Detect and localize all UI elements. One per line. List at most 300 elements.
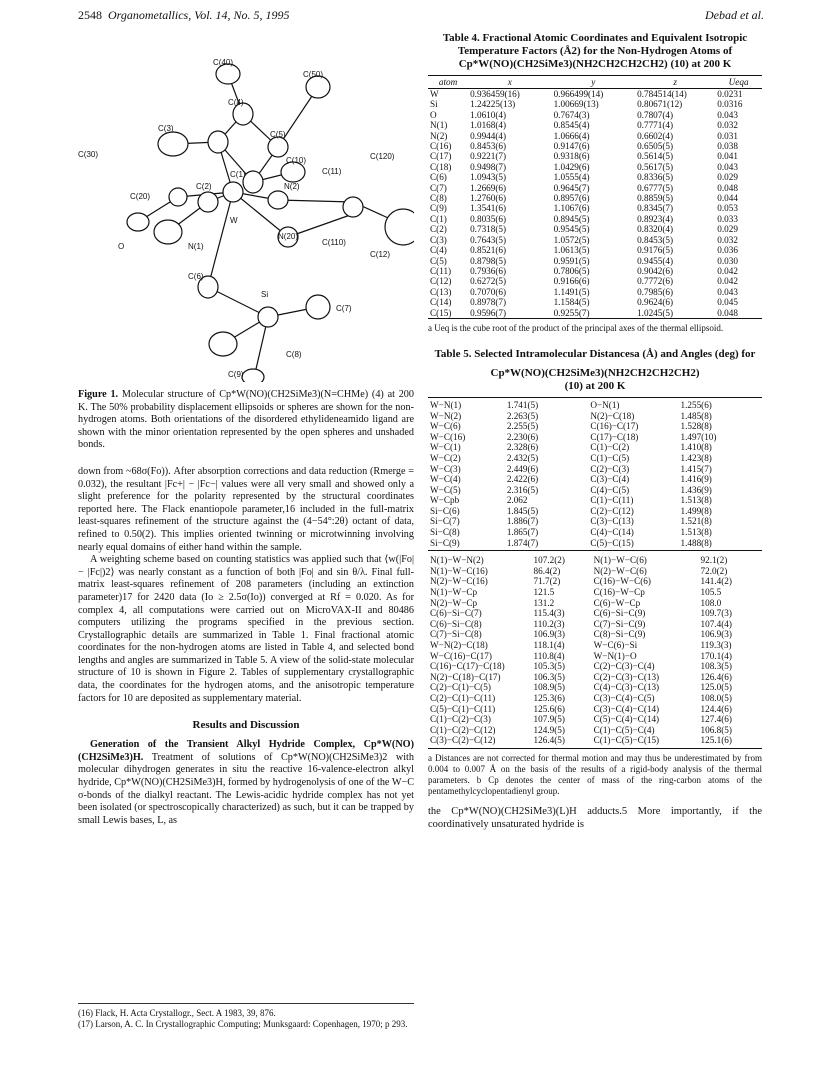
table4-row — [428, 214, 762, 224]
table5-angle-row — [428, 651, 762, 662]
table4-row-cell: 0.0231 — [717, 89, 743, 99]
table5-angle-row-cell: 141.4(2) — [700, 576, 732, 587]
table4-header: atom — [428, 76, 468, 89]
table5-angle-row — [428, 735, 762, 746]
table4-row-cell: 0.7807(4) — [637, 109, 674, 120]
table5-angle-row-cell: W−C(6)−Si — [593, 640, 638, 650]
table4-row-cell: 0.032 — [717, 120, 738, 131]
table4-row-cell: 0.8945(5) — [553, 213, 590, 224]
table5-angle-row-cell: C(1)−C(2)−C(3) — [430, 714, 491, 725]
table5-angle-row-cell: W−C(16)−C(17) — [430, 650, 492, 661]
table4-row-cell: 0.9944(4) — [470, 130, 507, 141]
table5-angle-row-cell: 108.3(5) — [700, 661, 732, 672]
table5-distance-row-cell: N(2)−C(18) — [590, 410, 635, 421]
table5-distance-row-cell: W−C(6) — [430, 421, 461, 432]
table4-row-cell: C(14) — [430, 297, 452, 308]
table4-row — [428, 120, 762, 130]
table4-row-cell: C(12) — [430, 276, 452, 287]
table5-angle-row-cell: 106.9(3) — [533, 629, 565, 640]
table4-row-cell: 0.053 — [717, 203, 738, 214]
table4-row-cell: 0.6505(5) — [637, 141, 674, 152]
table5-angle-row-cell: N(1)−W−C(6) — [593, 555, 647, 566]
page-header-left — [78, 8, 290, 23]
table4-row — [428, 256, 762, 266]
table5-distances-block — [428, 397, 762, 551]
table5-title-line: (10) at 200 K — [564, 379, 626, 392]
table5-distance-row-cell: C(4)−C(14) — [590, 527, 634, 538]
atom-label: N(2) — [284, 182, 300, 191]
table4-row-cell: 0.9596(7) — [470, 307, 507, 318]
table4-row-cell: 0.8798(5) — [470, 255, 507, 266]
table4-row-cell: 0.7936(6) — [470, 265, 507, 276]
table4-row-cell: C(4) — [430, 245, 447, 256]
table5-angle-row — [428, 629, 762, 640]
table5-angle-row-cell: 92.1(2) — [700, 555, 728, 566]
table5-angle-row-cell: C(1)−C(5)−C(15) — [593, 735, 660, 746]
table5-distance-row-cell: C(1)−C(11) — [590, 495, 634, 506]
atom-label: C(1) — [230, 170, 246, 179]
table4-row-cell: 0.6777(5) — [637, 182, 674, 193]
table4-row-cell: 1.0429(6) — [553, 161, 590, 172]
table5-angle-row-cell: 125.1(6) — [700, 735, 732, 746]
table4-row-cell: 0.6602(4) — [637, 130, 674, 141]
table4-row-cell: 0.7318(5) — [470, 224, 507, 235]
table4-title-line: Table 4. Fractional Atomic Coordinates and Equivalent Isotropic Temperature Factors (Å2) for the Non-Hydrogen Atoms of — [442, 32, 748, 57]
table4-row — [428, 297, 762, 307]
table5-angle-row — [428, 555, 762, 566]
table4-row — [428, 266, 762, 276]
table5-title — [428, 348, 762, 393]
table5-distance-row-cell: C(16)−C(17) — [590, 421, 639, 432]
table4-row-cell: 0.030 — [717, 255, 738, 266]
table5-distance-row-cell: 1.255(6) — [680, 399, 712, 410]
table4-header-row — [428, 76, 762, 89]
table5-angle-row-cell: 110.2(3) — [533, 618, 565, 629]
table4-row-cell: 0.7771(4) — [637, 120, 674, 131]
table5-angles — [428, 555, 762, 746]
reference: (17) Larson, A. C. In Crystallographic Computing; Munksgaard: Copenhagen, 1970; p 293. — [78, 1019, 408, 1029]
table5-angle-row-cell: C(2)−C(3)−C(4) — [593, 661, 655, 672]
atom-label: O — [118, 242, 125, 251]
table5-distance-row-cell: 2.316(5) — [506, 484, 539, 495]
table5-distance-row-cell: 2.062 — [506, 495, 528, 506]
table5-angle-row-cell: N(2)−W−C(6) — [593, 565, 647, 576]
table4-row-cell: 0.8320(4) — [637, 224, 674, 235]
table4-row-cell: 0.6272(5) — [470, 276, 507, 287]
table5-angle-row-cell: N(2)−C(18)−C(17) — [430, 671, 501, 682]
table5-angle-row-cell: W−N(1)−O — [593, 650, 637, 661]
table4-row-cell: 1.24225(13) — [470, 99, 516, 110]
atom-label: C(120) — [370, 152, 395, 161]
table5-distance-row-cell: W−C(2) — [430, 452, 461, 463]
table5-angle-row-cell: C(7)−Si−C(8) — [430, 629, 482, 640]
table5-angle-row-cell: 109.7(3) — [700, 608, 732, 619]
table4-row-cell: 0.9176(5) — [637, 245, 674, 256]
table4-row — [428, 203, 762, 213]
table4-row-cell: 0.8978(7) — [470, 297, 507, 308]
table4-row-cell: 1.00669(13) — [553, 99, 599, 110]
table4-row-cell: N(2) — [430, 130, 448, 141]
table4-row-cell: C(13) — [430, 286, 452, 297]
table5-distance-row — [428, 442, 762, 453]
paragraph: down from ~68σ(Fo)). After absorption corrections and data reduction (Rmerge = 0.032), the resultant |Fc+| − |Fc−| values were all very small and showed only a slight preference for the polarity represented by the structural coordinates reported here. The Flack enantiopole parameter,16 included in the full-matrix least-squares refinement of the structure against the (4−54°:2θ) octant of data, refined to 0.50(2). This implies oriented twinning or microtwinning involving nearly equal domains of either hand within the sample. — [78, 465, 414, 553]
atom-label: C(12) — [370, 250, 391, 259]
table4-row-cell: Si — [430, 99, 438, 110]
table5-distance-row-cell: 1.513(8) — [680, 495, 712, 506]
table5-distance-row-cell: 1.528(8) — [680, 421, 712, 432]
table5-distance-row — [428, 464, 762, 475]
table5-angle-row-cell: 131.2 — [533, 597, 555, 608]
table5-distance-row-cell: 2.255(5) — [506, 421, 539, 432]
atom-label: Si — [261, 290, 269, 299]
table5-angle-row-cell: 71.7(2) — [533, 576, 561, 587]
table5-distance-row-cell: W−C(1) — [430, 442, 461, 453]
table4-row-cell: 1.0943(5) — [470, 172, 507, 183]
table4-row-cell: 0.9042(6) — [637, 265, 674, 276]
table4-row-cell: 0.7070(6) — [470, 286, 507, 297]
table5-angle-row-cell: C(4)−C(3)−C(13) — [593, 682, 660, 693]
table5-distance-row-cell: Si−C(6) — [430, 505, 460, 516]
table4-row-cell: 1.1067(6) — [553, 203, 590, 214]
table4-row-cell: 0.8453(6) — [470, 141, 507, 152]
table4-row-cell: C(8) — [430, 193, 447, 204]
table4-row — [428, 151, 762, 161]
table5-angle-row-cell: C(16)−W−Cp — [593, 587, 645, 598]
paragraph-text: Treatment of solutions of Cp*W(NO)(CH2SiMe3)2 with molecular dihydrogen generates in situ the reactive 16-valence-electron alkyl hydride, Cp*W(NO)(CH2SiMe3)H, formed by hydrogenolysis of one of the W−C σ-bonds of the dialkyl reactant. The Lewis-acidic hydride complex has not yet been isolated (or spectroscopically characterized) as such, but it can be trapped by small Lewis bases, L, as — [78, 751, 414, 826]
table4-row-cell: C(3) — [430, 234, 447, 245]
table5-distance-row-cell: 1.423(8) — [680, 452, 712, 463]
table5-angle-row-cell: 126.4(6) — [700, 671, 732, 682]
table4-row-cell: 0.038 — [717, 141, 738, 152]
table5-angle-row-cell: 126.4(5) — [533, 735, 565, 746]
atom-label: C(4) — [228, 98, 244, 107]
table4-row-cell: 0.029 — [717, 224, 738, 235]
atom-label: C(10) — [286, 156, 307, 165]
table4-row — [428, 193, 762, 203]
table5-distance-row — [428, 453, 762, 464]
table4-row-cell: 0.784514(14) — [637, 89, 687, 99]
table4-row-cell: 0.8336(5) — [637, 172, 674, 183]
table5-angle-row-cell: C(1)−C(5)−C(4) — [593, 724, 655, 735]
table5-angle-row-cell: C(5)−C(1)−C(11) — [430, 703, 496, 714]
table4-row-cell: 1.0555(4) — [553, 172, 590, 183]
table5-angle-row-cell: 106.3(5) — [533, 671, 565, 682]
atom-label: C(5) — [270, 130, 286, 139]
table5-angle-row-cell: 106.8(5) — [700, 724, 732, 735]
table4-row-cell: 0.7985(6) — [637, 286, 674, 297]
table5-angle-row-cell: N(1)−W−N(2) — [430, 555, 484, 566]
table5-angle-row — [428, 587, 762, 598]
table5-distance-row-cell: 1.415(7) — [680, 463, 712, 474]
table5-title-line: Cp*W(NO)(CH2SiMe3)(NH2CH2CH2CH2) — [490, 366, 700, 379]
table4-row-cell: 1.0168(4) — [470, 120, 507, 131]
section-heading: Results and Discussion — [192, 719, 300, 732]
table4-row-cell: 0.8957(6) — [553, 193, 590, 204]
table5-title-line: Table 5. Selected Intramolecular Distancesa (Å) and Angles (deg) for — [434, 347, 756, 360]
table5-distance-row-cell: 1.845(5) — [506, 505, 539, 516]
caption-label: Figure 1. — [78, 389, 119, 400]
table5-distance-row-cell: 1.741(5) — [506, 399, 539, 410]
table5-angle-row-cell: 127.4(6) — [700, 714, 732, 725]
table4-row-cell: 0.8345(7) — [637, 203, 674, 214]
table4-row-cell: C(7) — [430, 182, 447, 193]
table4-row-cell: 0.048 — [717, 182, 738, 193]
table4-row-cell: 0.9591(5) — [553, 255, 590, 266]
table5-distance-row — [428, 432, 762, 443]
table4-row-cell: 0.9624(6) — [637, 297, 674, 308]
table4-header: x — [468, 76, 552, 89]
table5-angle-row-cell: C(6)−Si−C(9) — [593, 608, 646, 619]
table5-distance-row-cell: 1.874(7) — [506, 537, 539, 548]
table5-distance-row-cell: W−N(2) — [430, 410, 462, 421]
table5-distance-row-cell: 2.432(5) — [506, 452, 539, 463]
table5-distance-row-cell: 1.485(8) — [680, 410, 712, 421]
table4-row-cell: C(11) — [430, 265, 452, 276]
table5-angle-row-cell: 72.0(2) — [700, 565, 728, 576]
table5-distance-row-cell: W−C(5) — [430, 484, 461, 495]
table5-angle-row — [428, 725, 762, 736]
atom-label: C(7) — [336, 304, 352, 313]
table4-row-cell: 0.8859(5) — [637, 193, 674, 204]
table5-angle-row-cell: C(3)−C(4)−C(5) — [593, 692, 655, 703]
table5-angle-row-cell: C(6)−Si−C(8) — [430, 618, 482, 629]
table4-row-cell: 0.9455(4) — [637, 255, 674, 266]
atom-label: W — [230, 216, 238, 225]
table5-distance-row-cell: C(2)−C(12) — [590, 505, 634, 516]
table4-row-cell: 0.5617(5) — [637, 161, 674, 172]
table4-row-cell: C(5) — [430, 255, 447, 266]
table5-angle-row-cell: C(2)−C(1)−C(5) — [430, 682, 491, 693]
table5-angle-row-cell: C(16)−W−C(6) — [593, 576, 651, 587]
table4-row-cell: 0.966499(14) — [553, 89, 604, 99]
table5-angle-row-cell: 107.9(5) — [533, 714, 565, 725]
table5-distance-row-cell: C(4)−C(5) — [590, 484, 630, 495]
table5-distances — [428, 400, 762, 548]
table4-row — [428, 276, 762, 286]
table4-row-cell: 0.936459(16) — [470, 89, 520, 99]
atom-label: C(11) — [322, 167, 342, 176]
table5-angle-row-cell: C(16)−C(17)−C(18) — [430, 661, 505, 672]
table4-footnote: a Ueq is the cube root of the product of the principal axes of the thermal ellipsoid. — [428, 322, 724, 333]
table4-row-cell: C(17) — [430, 151, 452, 162]
references — [78, 1003, 414, 1030]
table5-distance-row-cell: C(1)−C(2) — [590, 442, 630, 453]
table5-distance-row — [428, 527, 762, 538]
table4-row-cell: 0.043 — [717, 286, 738, 297]
table4-row — [428, 287, 762, 297]
table4-row-cell: C(16) — [430, 141, 452, 152]
table5-distance-row — [428, 506, 762, 517]
table4-row-cell: 1.2760(6) — [470, 193, 507, 204]
table4-title-line: Cp*W(NO)(CH2SiMe3)(NH2CH2CH2CH2) (10) at 200 K — [458, 58, 732, 70]
table4-row-cell: 1.0613(5) — [553, 245, 590, 256]
atom-label: C(8) — [286, 350, 302, 359]
table4-row-cell: 0.048 — [717, 307, 738, 318]
table5-angle-row — [428, 566, 762, 577]
table4-row-cell: 0.80671(12) — [637, 99, 683, 110]
table5-angle-row-cell: W−N(2)−C(18) — [430, 640, 488, 650]
table4-row-cell: 0.9318(6) — [553, 151, 590, 162]
table5-angle-row-cell: N(2)−W−Cp — [430, 597, 478, 608]
table5-distance-row — [428, 538, 762, 549]
table5-angle-row-cell: C(6)−W−Cp — [593, 597, 641, 608]
table4-row-cell: 0.044 — [717, 193, 738, 204]
table5-distance-row-cell: C(5)−C(15) — [590, 537, 634, 548]
table5-angle-row-cell: 125.3(6) — [533, 692, 565, 703]
table5-distance-row-cell: 2.449(6) — [506, 463, 539, 474]
table5-angle-row-cell: C(1)−C(2)−C(12) — [430, 724, 496, 735]
table5-angle-row — [428, 672, 762, 683]
table4-row-cell: 0.031 — [717, 130, 738, 141]
table4-row-cell: 0.045 — [717, 297, 738, 308]
table4-body — [428, 89, 762, 318]
table5-distance-row-cell: C(3)−C(4) — [590, 474, 630, 485]
running-header — [78, 8, 764, 28]
table5-distance-row-cell: 1.416(9) — [680, 474, 712, 485]
table4-row — [428, 99, 762, 109]
table4-row — [428, 110, 762, 120]
table5-angle-row-cell: 108.9(5) — [533, 682, 565, 693]
table5-angle-row — [428, 682, 762, 693]
figure-1 — [78, 32, 414, 387]
table5-distance-row-cell: W−N(1) — [430, 399, 462, 410]
table5-distance-row — [428, 411, 762, 422]
table4-row-cell: 0.9147(6) — [553, 141, 590, 152]
atom-label: C(20) — [130, 192, 151, 201]
table5-angle-row-cell: 108.0 — [700, 597, 722, 608]
table5-angle-row — [428, 640, 762, 651]
table4-row-cell: 1.0572(5) — [553, 234, 590, 245]
table5-distance-row-cell: C(1)−C(5) — [590, 452, 630, 463]
table5-angle-row-cell: 121.5 — [533, 587, 555, 598]
table5-angle-row — [428, 576, 762, 587]
table4-row-cell: 0.7674(3) — [553, 109, 590, 120]
table5-angle-row-cell: 105.5 — [700, 587, 722, 598]
table5-angle-row-cell: 119.3(3) — [700, 640, 732, 650]
table5-distance-row-cell: W−Cpb — [430, 495, 460, 506]
table4-row — [428, 131, 762, 141]
atom-label: C(30) — [78, 150, 99, 159]
table5-distance-row-cell: 1.410(8) — [680, 442, 712, 453]
table4-row-cell: 0.8521(6) — [470, 245, 507, 256]
table5-distance-row-cell: C(2)−C(3) — [590, 463, 630, 474]
table4-header: y — [552, 76, 636, 89]
reference: (16) Flack, H. Acta Crystallogr., Sect. A 1983, 39, 876. — [78, 1008, 276, 1018]
table5-distance-row — [428, 485, 762, 496]
atom-label: C(2) — [196, 182, 212, 191]
table4-row — [428, 183, 762, 193]
table4-row-cell: 0.9645(7) — [553, 182, 590, 193]
table5-angle-row — [428, 619, 762, 630]
table5-angle-row-cell: C(7)−Si−C(9) — [593, 618, 646, 629]
table5-angle-row — [428, 704, 762, 715]
table5-angle-row-cell: 108.0(5) — [700, 692, 732, 703]
table5-angle-row-cell: 125.6(6) — [533, 703, 565, 714]
table4-row — [428, 141, 762, 151]
table4-row-cell: 0.8545(4) — [553, 120, 590, 131]
table4-row-cell: 0.9255(7) — [553, 307, 590, 318]
table4-row-cell: 1.2669(6) — [470, 182, 507, 193]
table4-row-cell: 0.9166(6) — [553, 276, 590, 287]
paragraph-with-subheading — [78, 739, 414, 827]
right-column — [428, 32, 762, 841]
table5-distance-row-cell: Si−C(7) — [430, 516, 460, 527]
table4-row — [428, 172, 762, 182]
table4-header: Ueqa — [715, 76, 762, 89]
table5-angle-row-cell: 107.2(2) — [533, 555, 565, 566]
table5-distance-row-cell: Si−C(8) — [430, 527, 460, 538]
table4-row-cell: 0.7772(6) — [637, 276, 674, 287]
table5-distance-row-cell: 2.230(6) — [506, 431, 539, 442]
table5-angle-row-cell: C(2)−C(3)−C(13) — [593, 671, 660, 682]
atom-label: N(1) — [188, 242, 204, 251]
table5-angle-row-cell: C(3)−C(4)−C(14) — [593, 703, 660, 714]
table4-row-cell: C(2) — [430, 224, 447, 235]
table4-row-cell: 0.043 — [717, 109, 738, 120]
table5-angle-row-cell: 118.1(4) — [533, 640, 565, 650]
page-number: 2548 — [78, 8, 102, 22]
table5-distance-row-cell: 1.865(7) — [506, 527, 539, 538]
table5-distance-row — [428, 495, 762, 506]
authors: Debad et al. — [705, 8, 764, 22]
atom-label: C(9) — [228, 370, 244, 379]
table5-distance-row-cell: 1.499(8) — [680, 505, 712, 516]
table4-row-cell: 0.042 — [717, 265, 738, 276]
table4-row-cell: 0.8453(5) — [637, 234, 674, 245]
table5-angle-row — [428, 661, 762, 672]
atom-label: C(50) — [303, 70, 324, 79]
table4-row-cell: C(1) — [430, 213, 447, 224]
table4-row — [428, 245, 762, 255]
table5-distance-row-cell: W−C(16) — [430, 431, 466, 442]
table5-angle-row — [428, 693, 762, 704]
table5-distance-row — [428, 474, 762, 485]
paragraph: A weighting scheme based on counting statistics was applied such that ⟨w(|Fo| − |Fc|)2⟩ was nearly constant as a function of both |Fo| and sin θ/λ. Final full-matrix least-squares refinement of 208 parameters (including an extinction parameter)17 for 2420 data (Io ≥ 2.5σ(Io)) converged at Rf = 0.020. As for complex 4, all computations were carried out on MicroVAX-II and 80486 computers utilizing the programs specified in the previous section. Crystallographic details are summarized in Table 1. Final fractional atomic coordinates for the non-hydrogen atoms are listed in Table 4, and selected bond lengths and angles are summarized in Table 5. A view of the solid-state molecular structure of 10 is shown in Figure 2. Tables of supplementary crystallographic data, the coordinates for the hydrogen atoms, and the anisotropic temperature factors for 10 are deposited as supplementary material. — [78, 554, 414, 704]
table4-row-cell: 0.7806(5) — [553, 265, 590, 276]
table5-distance-row-cell: W−C(3) — [430, 463, 461, 474]
table4-row-cell: 0.7643(5) — [470, 234, 507, 245]
table5-distance-row-cell: C(3)−C(13) — [590, 516, 634, 527]
table4 — [428, 75, 762, 318]
caption-text: Molecular structure of Cp*W(NO)(CH2SiMe3)(N=CHMe) (4) at 200 K. The 50% probability displacement ellipsoids or spheres are shown for the non-hydrogen atoms. Both orientations of the disordered ethylideneamido ligand are shown with the minor orientation represented by the open spheres and unshaded bonds. — [78, 389, 414, 451]
table5-angle-row-cell: C(2)−C(1)−C(11) — [430, 692, 496, 703]
atom-label: C(6) — [188, 272, 204, 281]
table4-row-cell: W — [430, 89, 439, 99]
table4-row-cell: C(9) — [430, 203, 447, 214]
table5-angle-row-cell: N(1)−W−C(16) — [430, 565, 488, 576]
table5-distance-row-cell: 2.328(6) — [506, 442, 539, 453]
table4-row-cell: 0.029 — [717, 172, 738, 183]
table4-row-cell: 1.0666(4) — [553, 130, 590, 141]
table5-angle-row-cell: C(8)−Si−C(9) — [593, 629, 646, 640]
table5-distance-row-cell: 2.263(5) — [506, 410, 539, 421]
table5-distance-row-cell: 1.886(7) — [506, 516, 539, 527]
table4-row — [428, 224, 762, 234]
table4-row-cell: C(6) — [430, 172, 447, 183]
journal-citation: Organometallics, Vol. 14, No. 5, 1995 — [108, 8, 290, 22]
table4-row-cell: 0.9498(7) — [470, 161, 507, 172]
table4-title — [428, 32, 762, 71]
table4-row-cell: O — [430, 109, 437, 120]
table4-row-cell: 0.033 — [717, 213, 738, 224]
table5-distance-row-cell: W−C(4) — [430, 474, 461, 485]
atom-label: C(3) — [158, 124, 174, 133]
table5-angle-row-cell: 110.8(4) — [533, 650, 565, 661]
table4-row-cell: 0.8923(4) — [637, 213, 674, 224]
ortep-drawing — [78, 32, 414, 382]
table5-distance-row-cell: 1.513(8) — [680, 527, 712, 538]
table5-angle-row-cell: 124.9(5) — [533, 724, 565, 735]
